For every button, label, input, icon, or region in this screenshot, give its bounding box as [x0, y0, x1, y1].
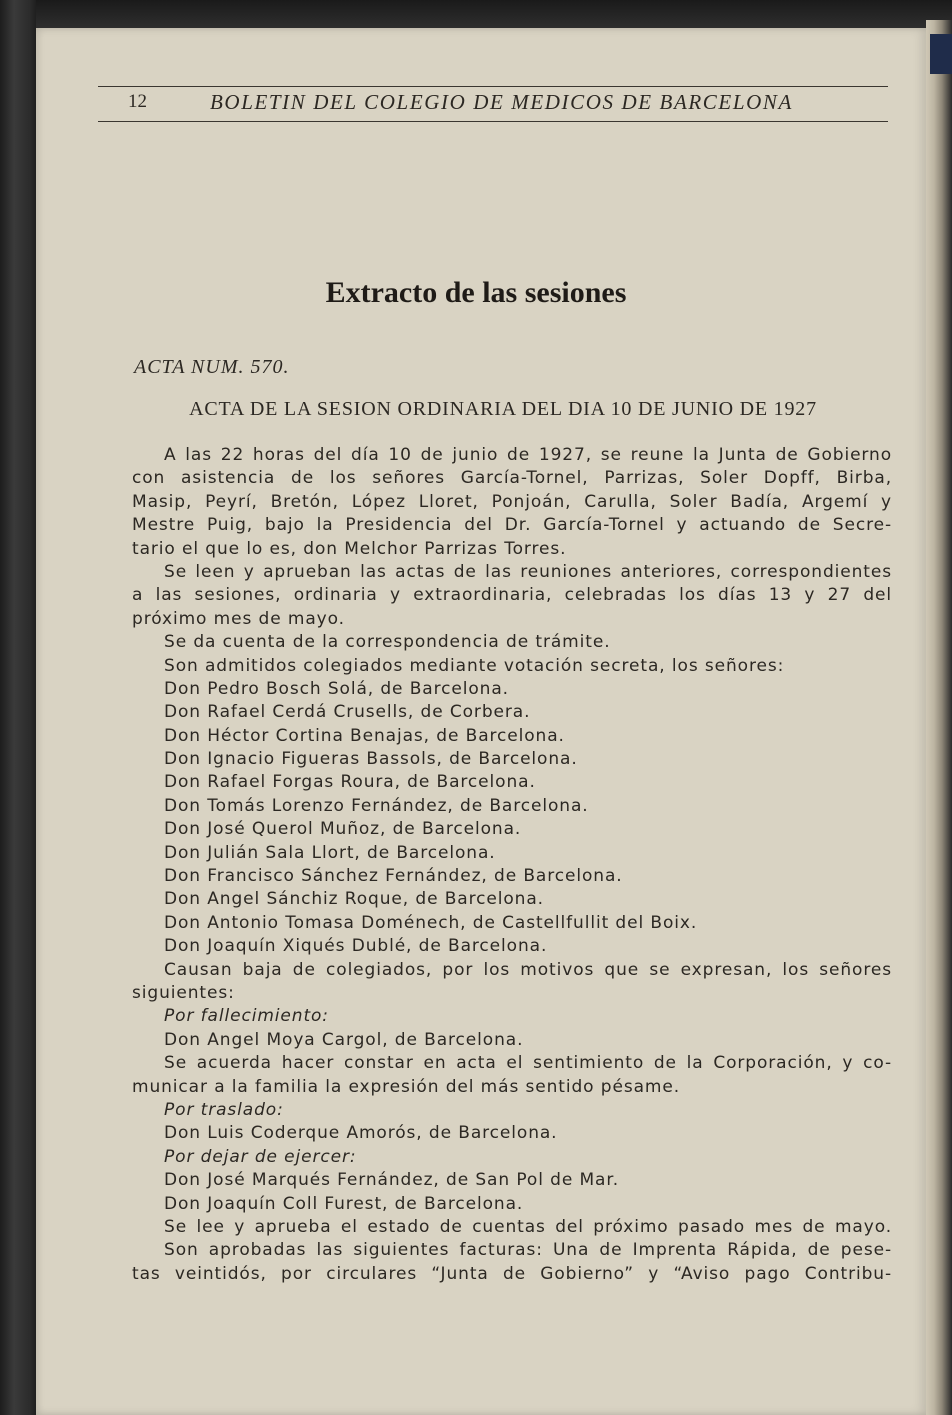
body-line: siguientes:	[132, 982, 235, 1003]
body-line: tas veintidós, por circulares “Junta de Gobierno” y “Aviso pago Contribu-	[132, 1263, 892, 1284]
body-line: municar a la familia la expresión del más sentido pésame.	[132, 1076, 681, 1097]
page-number: 12	[128, 91, 147, 112]
member-entry: Don Julián Sala Llort, de Barcelona.	[164, 842, 496, 863]
running-title: BOLETIN DEL COLEGIO DE MEDICOS DE BARCELONA	[210, 90, 793, 114]
member-entry: Don Joaquín Xiqués Dublé, de Barcelona.	[164, 936, 548, 957]
body-line: Se leen y aprueban las actas de las reuniones anteriores, correspondientes	[164, 561, 892, 582]
member-entry: Don Rafael Cerdá Crusells, de Corbera.	[164, 702, 531, 723]
body-line: Son admitidos colegiados mediante votación secreta, los señores:	[164, 655, 785, 676]
member-entry: Don Héctor Cortina Benajas, de Barcelona.	[164, 725, 565, 746]
acta-number: ACTA NUM. 570.	[134, 356, 290, 378]
page-fore-edge	[926, 20, 952, 1415]
section-title: Extracto de las sesiones	[325, 276, 627, 309]
bookmark-tab	[930, 34, 952, 74]
scan-top-edge	[36, 0, 952, 28]
member-entry: Don Francisco Sánchez Fernández, de Barcelona.	[164, 866, 623, 887]
minutes-body	[132, 444, 892, 1286]
member-entry: Don José Querol Muñoz, de Barcelona.	[164, 819, 522, 840]
body-line: Se acuerda hacer constar en acta el sentimiento de la Corporación, y co-	[164, 1053, 892, 1074]
body-line: Mestre Puig, bajo la Presidencia del Dr. García-Tornel y actuando de Secre-	[132, 515, 892, 536]
body-line: tario el que lo es, don Melchor Parrizas Torres.	[132, 538, 567, 559]
subheading-traslado: Por traslado:	[164, 1099, 284, 1120]
member-entry: Don Luis Coderque Amorós, de Barcelona.	[164, 1123, 558, 1144]
member-entry: Don Angel Moya Cargol, de Barcelona.	[164, 1029, 524, 1050]
body-line: A las 22 horas del día 10 de junio de 1927, se reune la Junta de Gobierno	[164, 445, 892, 465]
body-line: Son aprobadas las siguientes facturas: Una de Imprenta Rápida, de pese-	[164, 1240, 892, 1261]
member-entry: Don José Marqués Fernández, de San Pol de Mar.	[164, 1170, 619, 1191]
subheading-dejar-de-ejercer: Por dejar de ejercer:	[164, 1146, 357, 1167]
body-line: Se lee y aprueba el estado de cuentas del próximo pasado mes de mayo.	[164, 1216, 892, 1237]
body-line: a las sesiones, ordinaria y extraordinaria, celebradas los días 13 y 27 del	[132, 585, 892, 606]
member-entry: Don Angel Sánchiz Roque, de Barcelona.	[164, 889, 544, 910]
subheading-fallecimiento: Por fallecimiento:	[164, 1006, 329, 1027]
body-line: Se da cuenta de la correspondencia de trámite.	[164, 632, 611, 653]
session-heading: ACTA DE LA SESION ORDINARIA DEL DIA 10 DE JUNIO DE 1927	[189, 398, 817, 420]
running-header	[98, 86, 888, 122]
member-entry: Don Tomás Lorenzo Fernández, de Barcelona.	[164, 795, 589, 816]
member-entry: Don Joaquín Coll Furest, de Barcelona.	[164, 1193, 524, 1214]
body-line: Masip, Peyrí, Bretón, López Lloret, Ponjoán, Carulla, Soler Badía, Argemí y	[132, 491, 892, 512]
member-entry: Don Pedro Bosch Solá, de Barcelona.	[164, 678, 509, 699]
member-entry: Don Ignacio Figueras Bassols, de Barcelona.	[164, 749, 578, 770]
body-line: Causan baja de colegiados, por los motivos que se expresan, los señores	[164, 959, 892, 980]
body-line: próximo mes de mayo.	[132, 608, 345, 629]
member-entry: Don Antonio Tomasa Doménech, de Castellfullit del Boix.	[164, 912, 698, 933]
body-line: con asistencia de los señores García-Tornel, Parrizas, Soler Dopff, Birba,	[132, 468, 892, 489]
member-entry: Don Rafael Forgas Roura, de Barcelona.	[164, 772, 536, 793]
